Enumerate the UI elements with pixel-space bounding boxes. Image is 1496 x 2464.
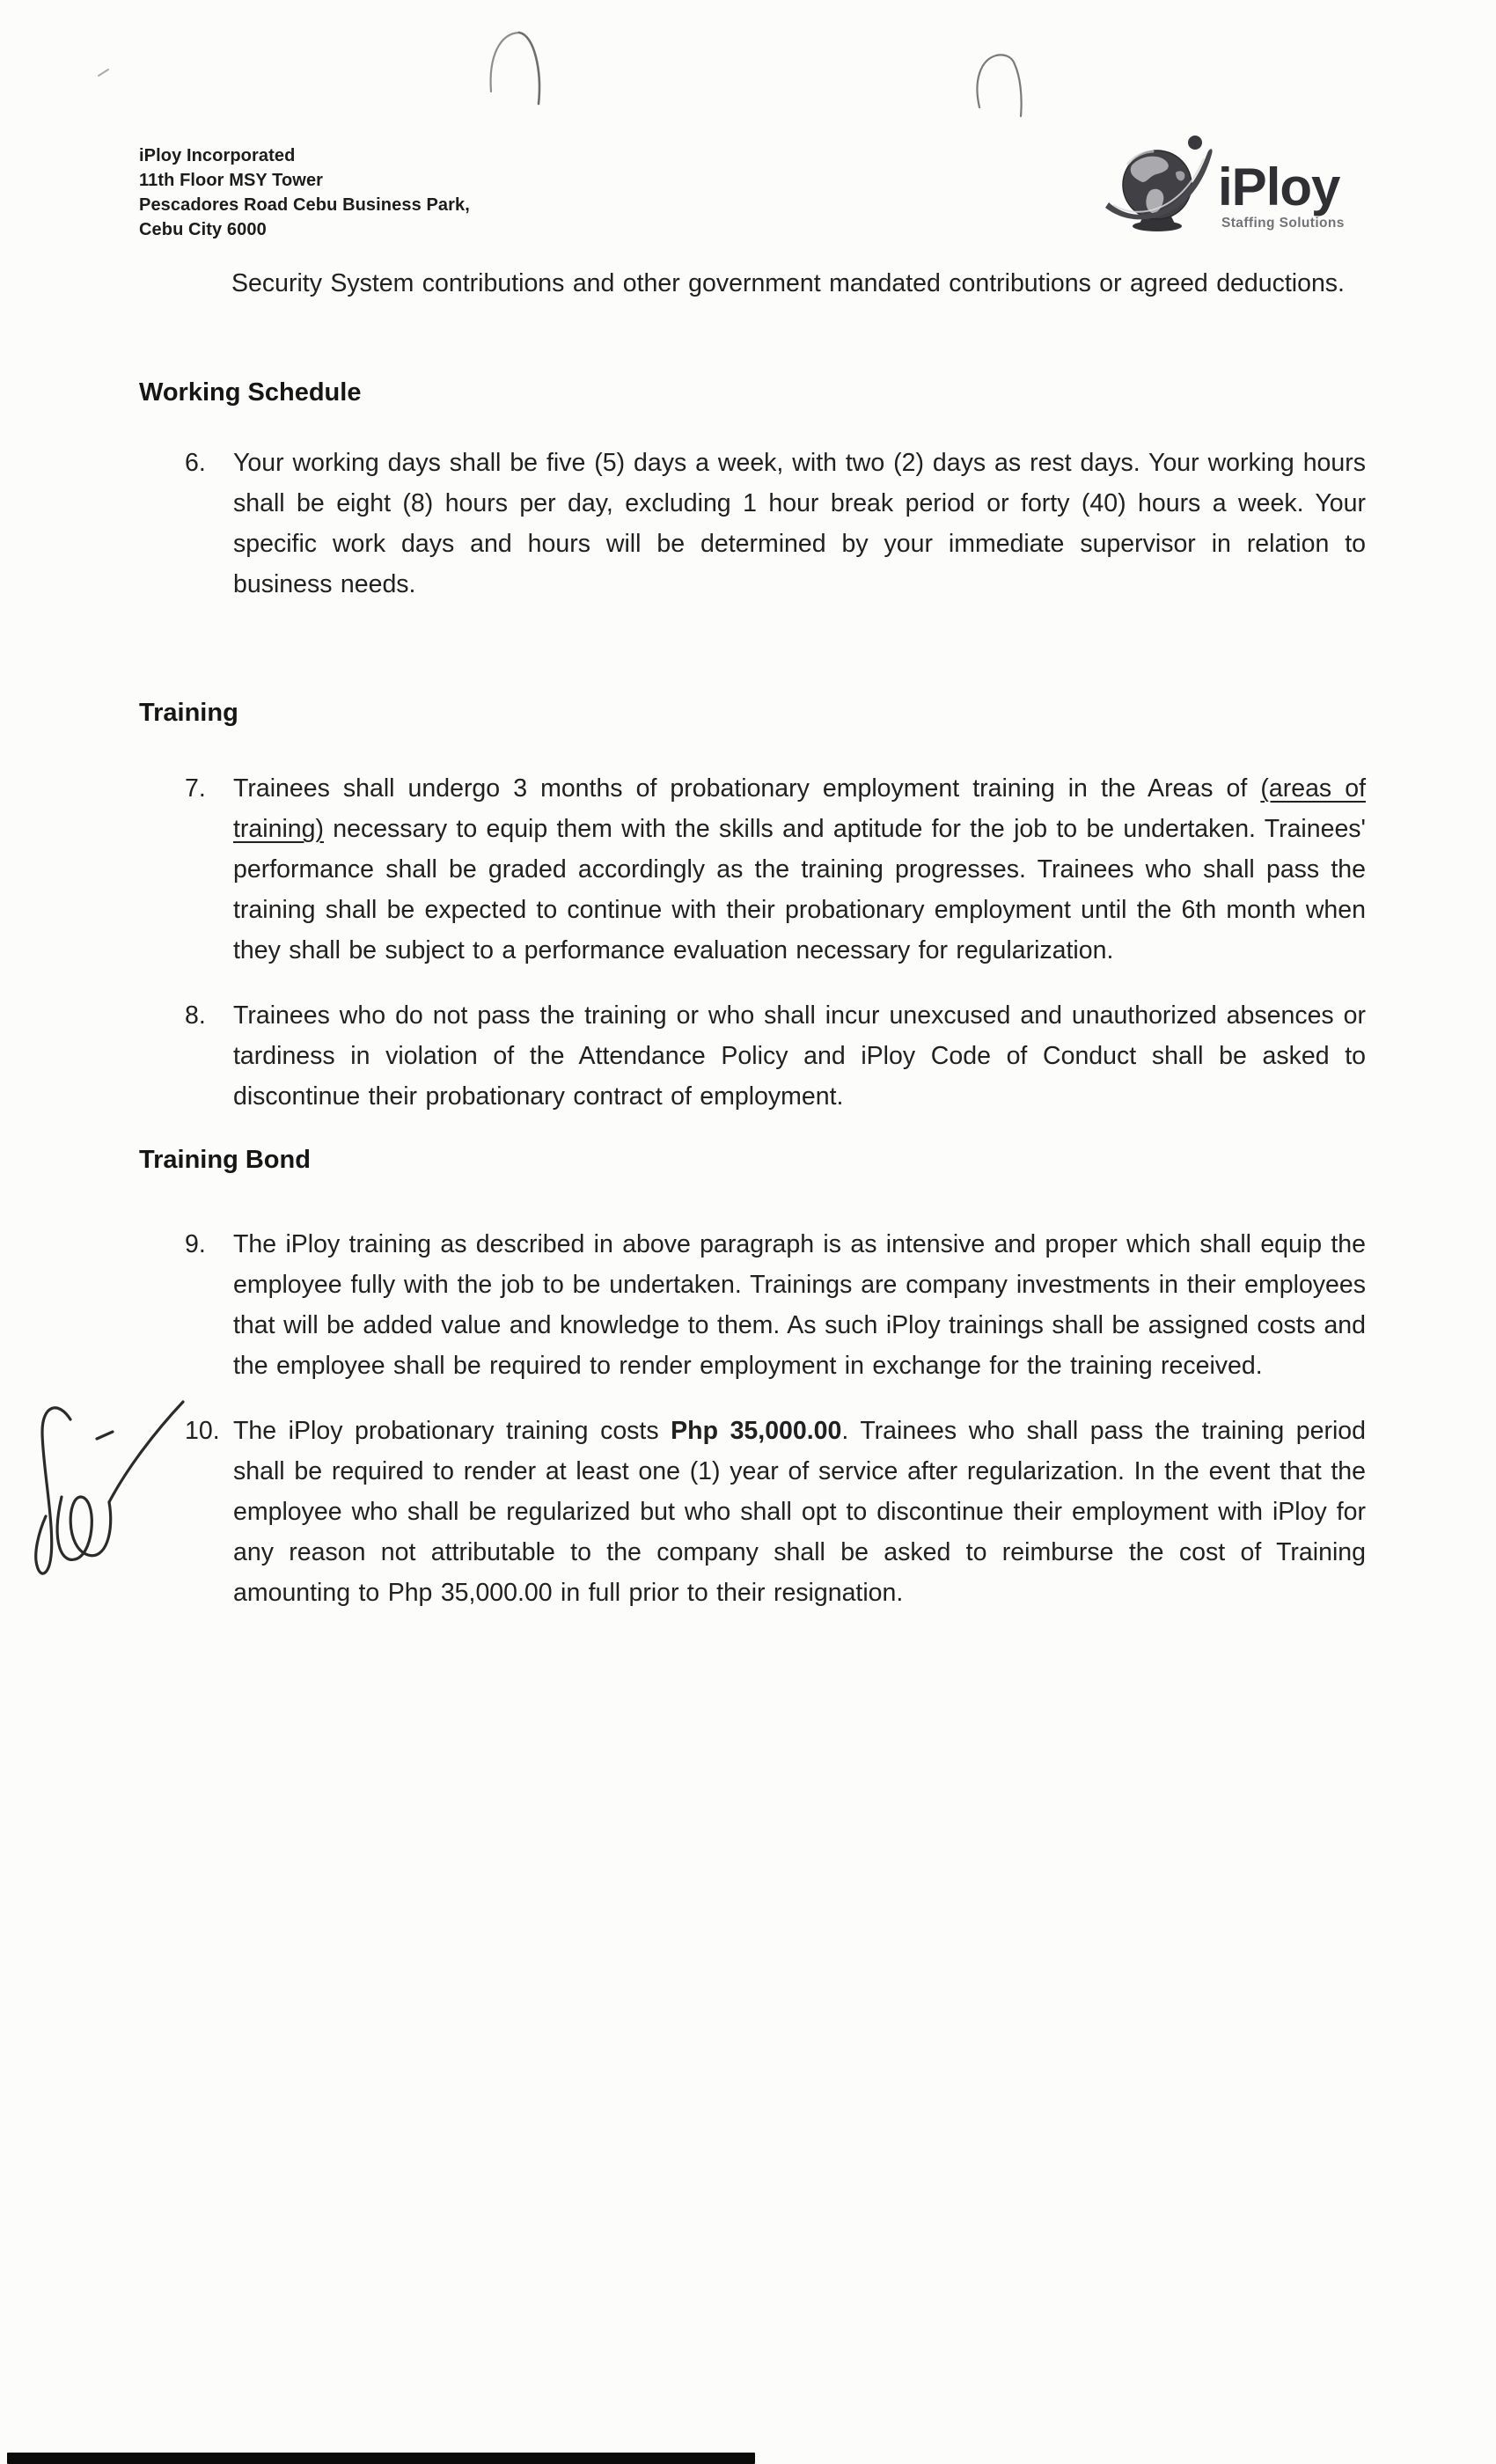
item-text <box>233 443 1366 605</box>
list-item-9 <box>185 1224 1366 1386</box>
address-line: Cebu City 6000 <box>139 220 267 239</box>
address-line: Pescadores Road Cebu Business Park, <box>139 195 470 215</box>
section-heading-training-bond: Training Bond <box>139 1146 311 1174</box>
logo-brand-text: iPloy <box>1218 158 1340 216</box>
logo-tagline-text: Staffing Solutions <box>1221 216 1345 231</box>
globe-swoosh-icon <box>1105 136 1213 231</box>
list-item-6 <box>185 443 1366 605</box>
scan-edge-bar <box>7 2453 755 2464</box>
item-text <box>233 995 1366 1117</box>
text-segment: The iPloy training as described in above paragraph is as intensive and proper which shall equip the employee fully with the job to be undertaken. Trainings are company investments in their employees that will be added value and knowledge to them. As such iPloy trainings shall be assigned costs and the employee shall be required to render employment in exchange for the training received. <box>233 1230 1366 1380</box>
section-heading-working-schedule: Working Schedule <box>139 378 362 407</box>
section-heading-training: Training <box>139 699 238 727</box>
item-number: 9. <box>185 1230 206 1258</box>
list-item-10 <box>185 1411 1366 1613</box>
text-segment: Trainees who do not pass the training or who shall incur unexcused and unauthorized absences or tardiness in violation of the Attendance Policy and iPloy Code of Conduct shall be asked to discontinue their probationary contract of employment. <box>233 1001 1366 1111</box>
list-item-8 <box>185 995 1366 1117</box>
intro-paragraph: Security System contributions and other government mandated contributions or agreed deductions. <box>231 269 1345 297</box>
list-item-7 <box>185 768 1366 971</box>
company-name: iPloy Incorporated <box>139 146 296 165</box>
item-number: 6. <box>185 449 206 477</box>
item-number: 10. <box>185 1417 220 1445</box>
item-number: 7. <box>185 774 206 803</box>
address-line: 11th Floor MSY Tower <box>139 171 324 190</box>
iploy-logo <box>1098 121 1389 260</box>
item-number: 8. <box>185 1001 206 1030</box>
underlined-text-segment: (areas of training) <box>233 774 1366 843</box>
item-text <box>233 768 1366 971</box>
handwritten-signature-scribble <box>16 1393 205 1604</box>
text-segment: . Trainees who shall pass the training period shall be required to render at least one (1) year of service after regularization. In the event that the employee who shall be regularized but who shall opt to discontinue their employment with iPloy for any reason not attributable to the company shall be asked to reimburse the cost of Training amounting to Php 35,000.00 in full prior to their resignation. <box>233 1417 1366 1607</box>
item-text <box>233 1411 1366 1613</box>
item-text <box>233 1224 1366 1386</box>
text-segment: necessary to equip them with the skills and aptitude for the job to be undertaken. Trainees' performance shall be graded accordingly as the training progresses. Trainees who shall pass the training shall be expected to continue with their probationary employment until the 6th month when they shall be subject to a performance evaluation necessary for regularization. <box>233 815 1366 964</box>
text-segment: The iPloy probationary training costs <box>233 1417 671 1445</box>
bold-amount-segment: Php 35,000.00 <box>671 1417 842 1445</box>
text-segment: Your working days shall be five (5) days a week, with two (2) days as rest days. Your working hours shall be eight (8) hours per day, excluding 1 hour break period or forty (40) hours a week. Your specific work days and hours will be determined by your immediate supervisor in relation to business needs. <box>233 449 1366 598</box>
text-segment: Trainees shall undergo 3 months of probationary employment training in the Areas of <box>233 774 1261 803</box>
